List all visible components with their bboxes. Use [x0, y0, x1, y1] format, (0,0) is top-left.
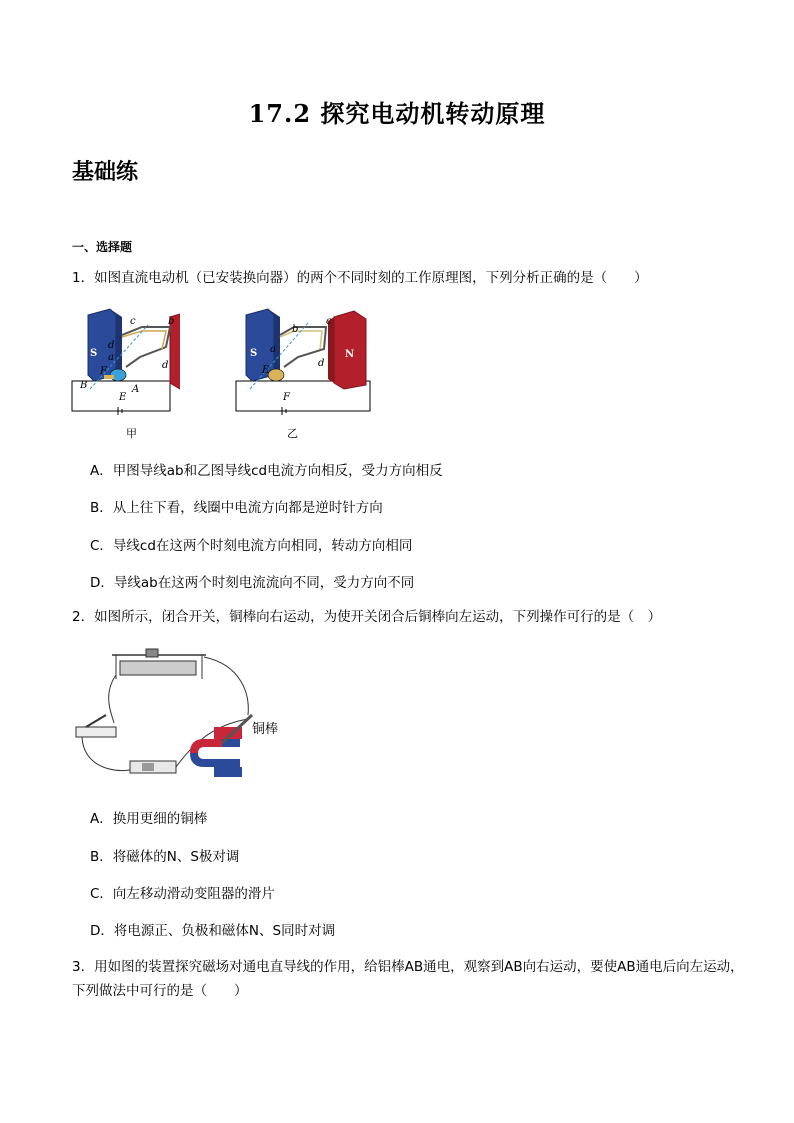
- fig-yi-label-n: N: [345, 349, 355, 360]
- question-2-text: 2．如图所示，闭合开关，铜棒向右运动，为使开关闭合后铜棒向左运动，下列操作可行的是（ ）: [72, 609, 662, 625]
- q2-option-a: A．换用更细的铜棒: [90, 811, 208, 827]
- fig-jia-label-n: N: [183, 348, 193, 359]
- fig-jia-label-c: c: [130, 316, 136, 327]
- fig-yi-label-a: a: [270, 344, 276, 355]
- fig-yi-label-d: d: [318, 358, 325, 369]
- fig-yi-label-e: E: [262, 365, 270, 376]
- q2-option-d: D．将电源正、负极和磁体N、S同时对调: [90, 923, 336, 939]
- fig-yi-label-c: c: [326, 316, 332, 327]
- fig-jia-label-e: E: [119, 392, 127, 403]
- fig-jia-label-f: F: [100, 366, 107, 377]
- fig-yi-caption: 乙: [287, 427, 298, 440]
- fig-yi-label-f: F: [283, 392, 290, 403]
- fig-yi-label-b: b: [292, 324, 299, 335]
- fig-jia-label-a-upper: A: [132, 384, 140, 395]
- q2-option-b: B．将磁体的N、S极对调: [90, 849, 240, 865]
- question-3-text: 3．用如图的装置探究磁场对通电直导线的作用，给铝棒AB通电，观察到AB向右运动，要使AB通电后向左运动，下列做法中可行的是（ ）: [72, 959, 744, 999]
- page-title: 17.2 探究电动机转动原理: [248, 99, 546, 128]
- fig-jia-label-a: a: [108, 352, 114, 363]
- fig-jia-label-b: b: [168, 316, 175, 327]
- question-1-text: 1．如图直流电动机（已安装换向器）的两个不同时刻的工作原理图，下列分析正确的是（ ）: [72, 270, 648, 286]
- q1-option-a: A．甲图导线ab和乙图导线cd电流方向相反，受力方向相反: [90, 463, 443, 479]
- copper-rod-label: 铜棒: [252, 722, 279, 737]
- subsection-heading: 一、选择题: [72, 240, 133, 254]
- fig-jia-label-d2: d: [162, 360, 169, 371]
- q1-option-c: C．导线cd在这两个时刻电流方向相同，转动方向相同: [90, 538, 413, 554]
- fig-jia-label-b-upper: B: [80, 380, 88, 391]
- q1-option-b: B．从上往下看，线圈中电流方向都是逆时针方向: [90, 500, 383, 516]
- figure-copper-rod-circuit: [72, 645, 292, 785]
- q1-option-d: D．导线ab在这两个时刻电流流向不同，受力方向不同: [90, 575, 415, 591]
- figure-motor-yi: [234, 305, 384, 425]
- fig-yi-label-s: S: [250, 348, 258, 359]
- q2-option-c: C．向左移动滑动变阻器的滑片: [90, 886, 275, 902]
- fig-jia-caption: 甲: [126, 427, 137, 440]
- section-heading: 基础练: [72, 159, 139, 185]
- fig-jia-label-s: S: [90, 348, 98, 359]
- fig-jia-label-d: d: [108, 340, 115, 351]
